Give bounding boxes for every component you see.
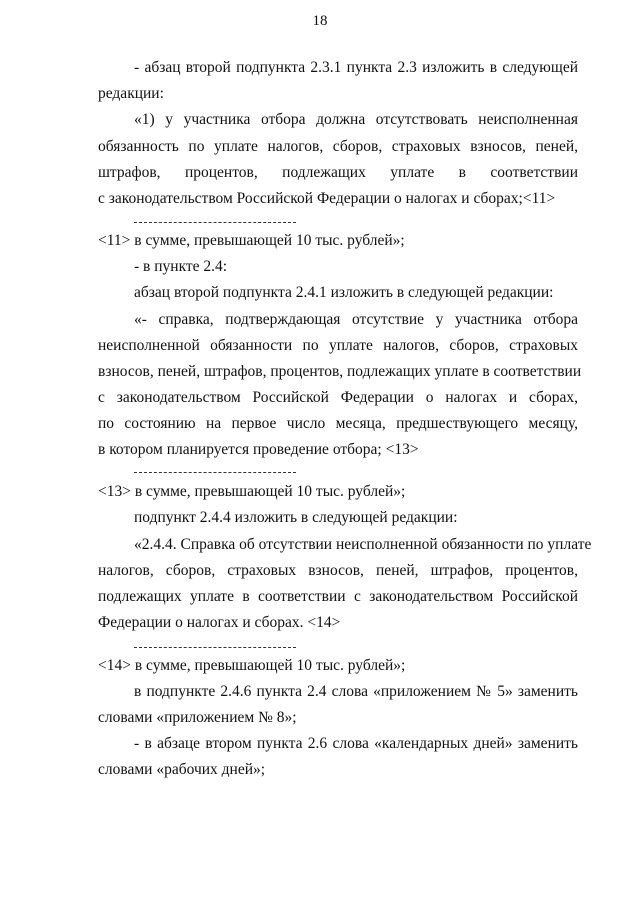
paragraph-line: словами «приложением № 8»; [98,709,297,726]
footnote-separator [134,647,296,648]
paragraph-line: - абзац второй подпункта 2.3.1 пункта 2.3 изложить в следующей [134,59,578,76]
paragraph-line: штрафов, процентов, подлежащих уплате в соответствии [98,164,578,181]
paragraph-line: с законодательством Российской Федерации о налогах и сборах;<11> [98,190,556,207]
footnote-line: <13> в сумме, превышающей 10 тыс. рублей»; [98,483,406,500]
paragraph-line: словами «рабочих дней»; [98,761,266,778]
paragraph-line: - в пункте 2.4: [134,258,228,275]
paragraph-line: обязанность по уплате налогов, сборов, страховых взносов, пеней, [98,138,578,155]
paragraph-line: «2.4.4. Справка об отсутствии неисполненной обязанности по уплате [134,536,592,553]
paragraph-line: в котором планируется проведение отбора; <13> [98,441,419,458]
paragraph-line: Федерации о налогах и сборах. <14> [98,614,341,631]
paragraph-line: неисполненной обязанности по уплате налогов, сборов, страховых [98,337,578,354]
paragraph-line: подпункт 2.4.4 изложить в следующей редакции: [134,509,458,526]
footnote-separator [134,472,296,473]
paragraph-line: «- справка, подтверждающая отсутствие у участника отбора [134,311,578,328]
paragraph-line: подлежащих уплате в соответствии с законодательством Российской [98,588,578,605]
paragraph-line: налогов, сборов, страховых взносов, пеней, штрафов, процентов, [98,562,578,579]
page-number: 18 [312,13,328,29]
paragraph-line: взносов, пеней, штрафов, процентов, подлежащих уплате в соответствии [98,363,582,380]
paragraph-line: редакции: [98,85,164,102]
paragraph-line: «1) у участника отбора должна отсутствовать неисполненная [134,111,578,128]
footnote-separator [134,222,296,223]
footnote-line: <14> в сумме, превышающей 10 тыс. рублей»; [98,657,406,674]
paragraph-line: по состоянию на первое число месяца, предшествующего месяцу, [98,415,578,432]
footnote-line: <11> в сумме, превышающей 10 тыс. рублей»; [98,232,405,249]
paragraph-line: абзац второй подпункта 2.4.1 изложить в следующей редакции: [134,284,554,301]
paragraph-line: в подпункте 2.4.6 пункта 2.4 слова «приложением № 5» заменить [134,683,578,700]
paragraph-line: с законодательством Российской Федерации о налогах и сборах, [98,389,578,406]
paragraph-line: - в абзаце втором пункта 2.6 слова «календарных дней» заменить [134,735,578,752]
